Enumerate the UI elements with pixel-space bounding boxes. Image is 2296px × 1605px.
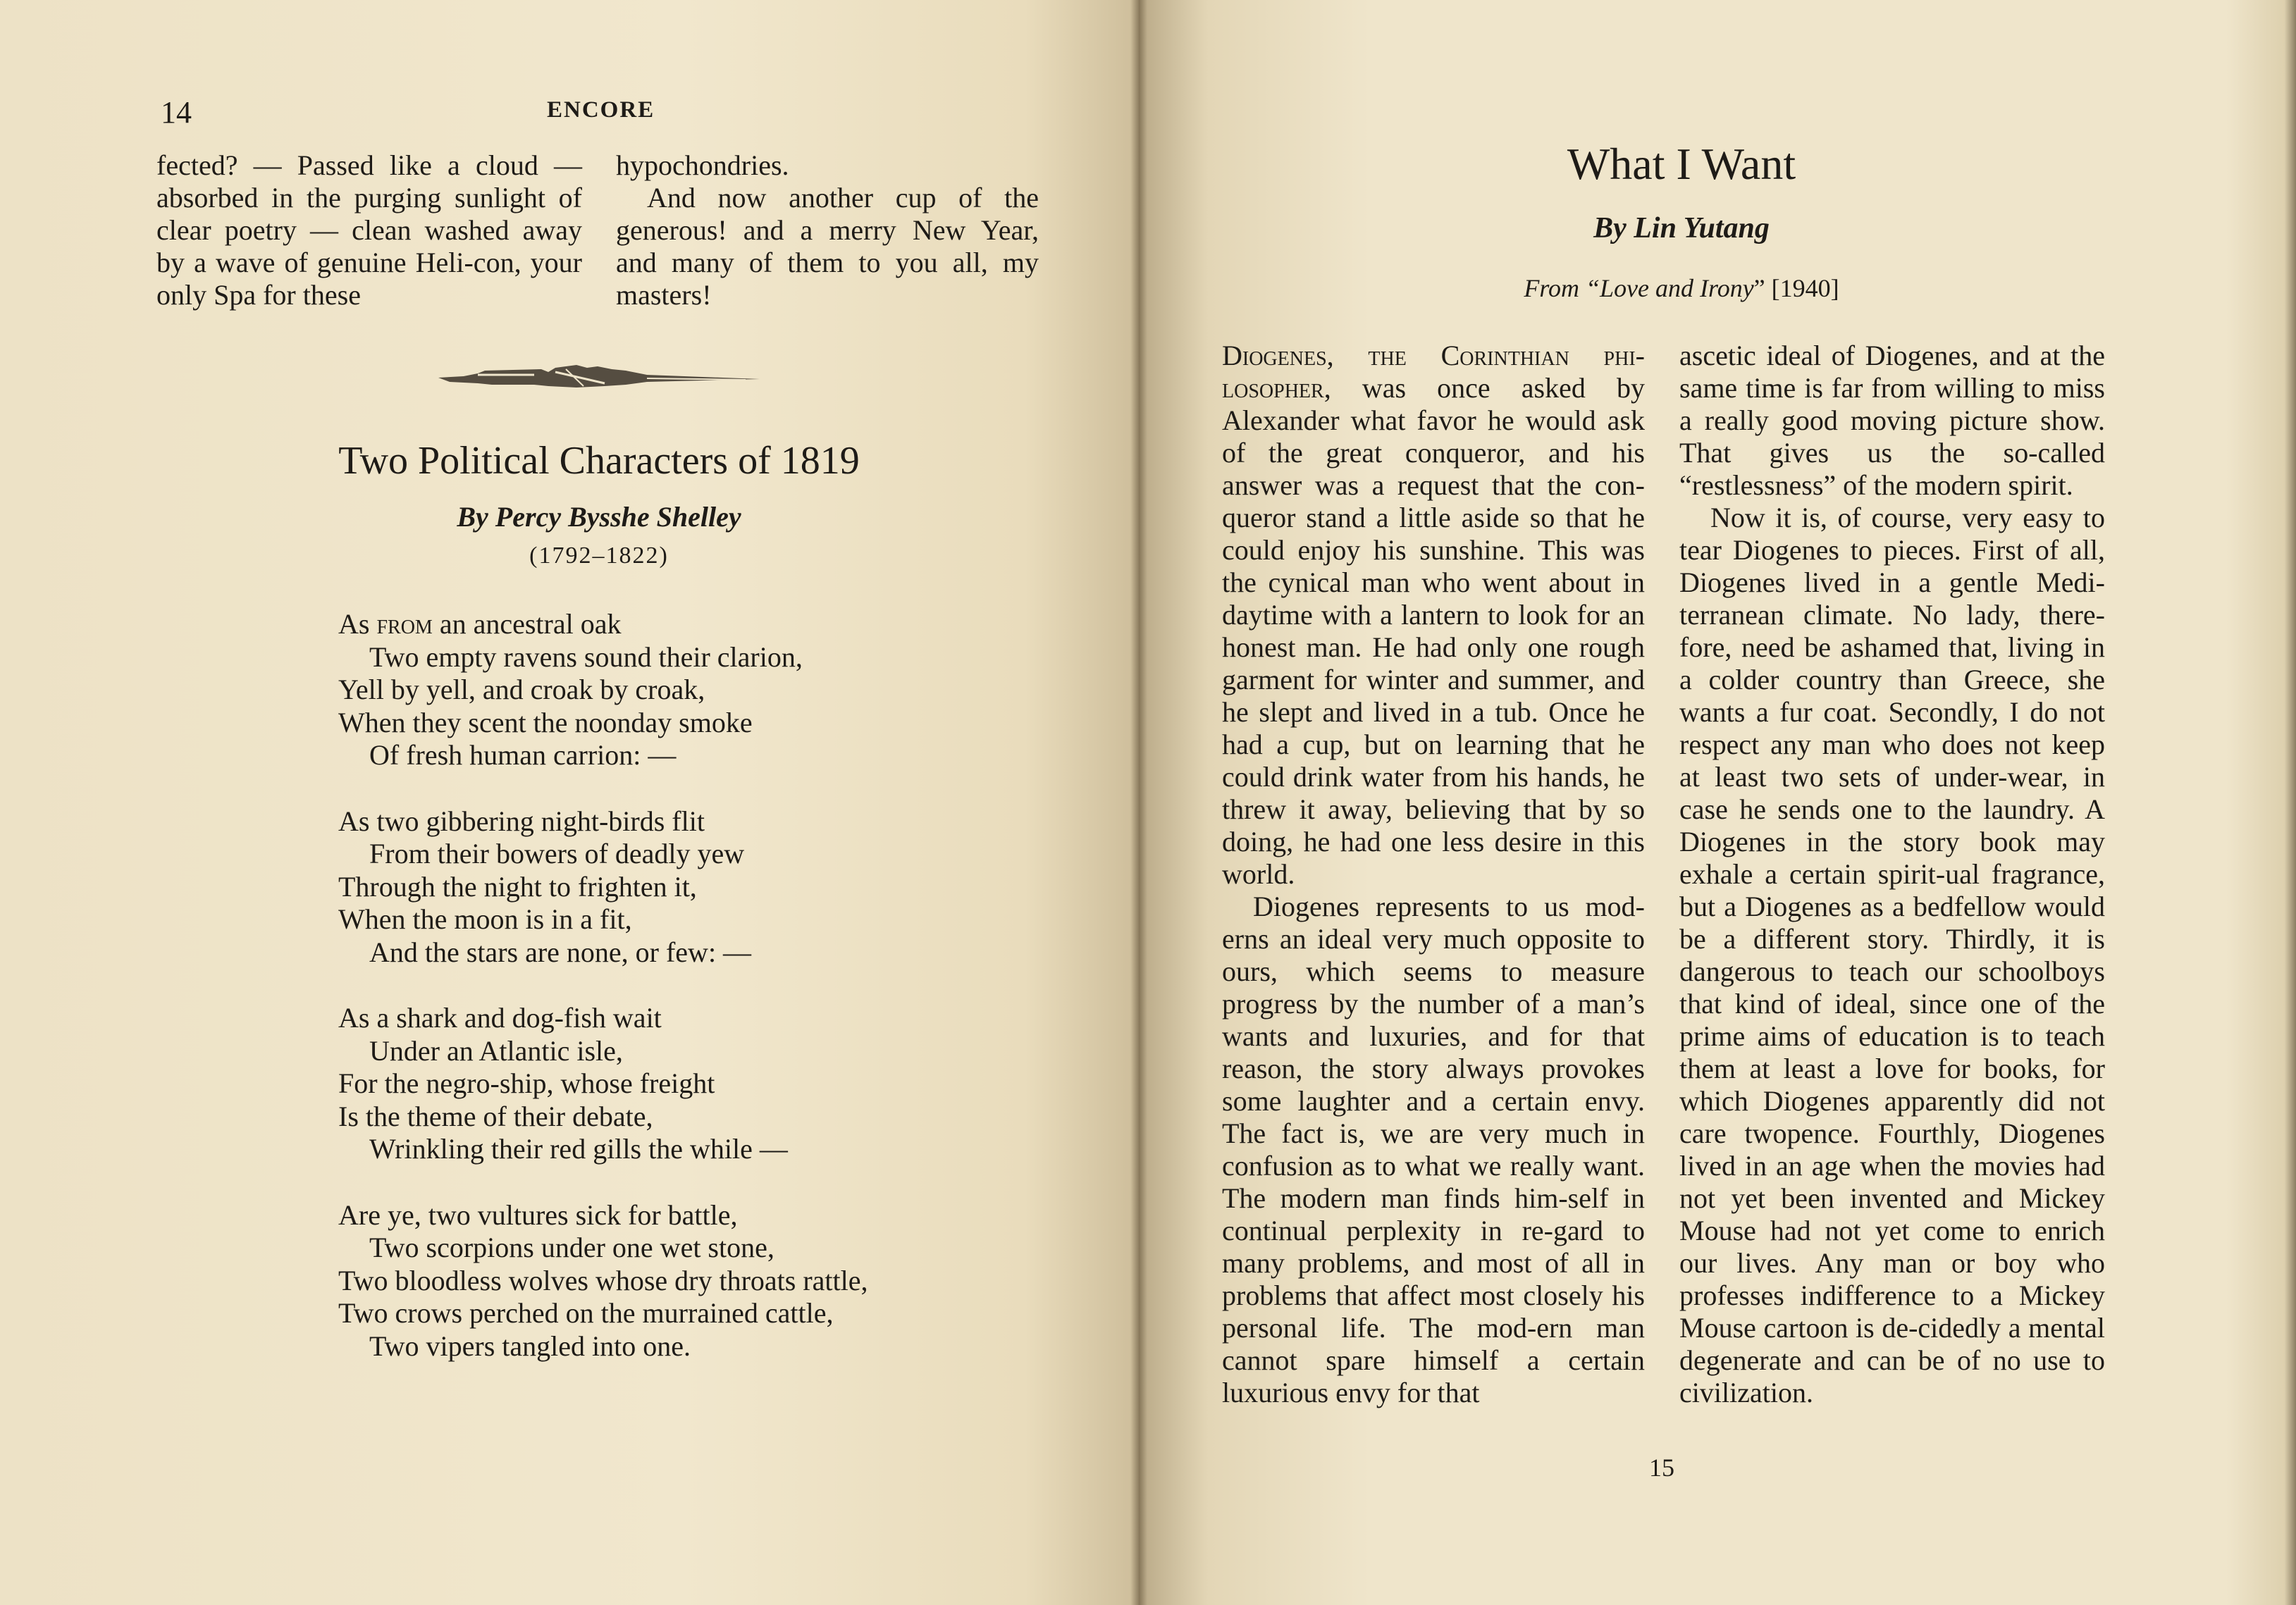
- poem-line: Through the night to frighten it,: [338, 870, 697, 903]
- poem-line: Two bloodless wolves whose dry throats rattle,: [338, 1264, 868, 1296]
- poem-line: Is the theme of their debate,: [338, 1100, 653, 1132]
- poem-line: When they scent the noonday smoke: [338, 706, 753, 738]
- essay-paragraph: Diogenes represents to us mod-erns an ideal very much opposite to ours, which seems to measure progress by the number of a man’s wants and luxuries, and for that reason, the story always provokes some laughter and a certain envy. The fact is, we are very much in confusion as to what we really want. The modern man finds him-self in continual perplexity in re-gard to many problems, and most of all in problems that affect most closely his personal life. The mod-ern man cannot spare himself a certain luxurious envy for that: [1222, 891, 1645, 1408]
- poem-line: Are ye, two vultures sick for battle,: [338, 1198, 738, 1231]
- poem-author: By Percy Bysshe Shelley: [457, 501, 741, 533]
- essay-column-1: [1222, 340, 1645, 1409]
- poem-line: Under an Atlantic isle,: [369, 1034, 623, 1067]
- essay-author: By Lin Yutang: [1593, 212, 1770, 244]
- essay-column-2: [1679, 340, 2105, 1409]
- essay-paragraph: Diogenes, the Corinthian phi-losopher, was once asked by Alexander what favor he would ask of the great conqueror, and his answer was a request that the con-queror stand a little aside so that he could enjoy his sunshine. This was the cynical man who went about in daytime with a lantern to look for an honest man. He had only one rough garment for winter and summer, and he slept and lived in a tub. Once he had a cup, but on learning that he could drink water from his hands, he threw it away, believing that by so doing, he had one less desire in this world.: [1222, 340, 1645, 890]
- poem-line: As a shark and dog-fish wait: [338, 1002, 662, 1034]
- poem-line: When the moon is in a fit,: [338, 903, 632, 935]
- poem-line: As from an ancestral oak: [338, 608, 622, 640]
- poem-body: [338, 608, 973, 1363]
- essay-paragraph: Now it is, of course, very easy to tear Diogenes to pieces. First of all, Diogenes lived in a gentle Medi-terranean climate. No lady, there-fore, need be ashamed that, living in a colder country than Greece, she wants a fur coat. Secondly, I do not respect any man who does not keep at least two sets of under-wear, in case he sends one to the laundry. A Diogenes in the story book may exhale a certain spirit-ual fragrance, but a Diogenes as a bedfellow would be a different story. Thirdly, it is dangerous to teach our schoolboys that kind of ideal, since one of the prime aims of education is to teach them at least a love for books, for which Diogenes apparently did not care twopence. Fourthly, Diogenes lived in an age when the movies had not yet been invented and Mickey Mouse had not yet come to enrich our lives. Any man or boy who professes indifference to a Mickey Mouse cartoon is de-cidedly a mental degenerate and can be of no use to civilization.: [1679, 502, 2105, 1408]
- right-page-number: 15: [1649, 1454, 1674, 1482]
- essay-paragraph: ascetic ideal of Diogenes, and at the same time is far from willing to miss a really good moving picture show. That gives us the so-called “restlessness” of the modern spirit.: [1679, 340, 2105, 501]
- continuation-text-1: fected? — Passed like a cloud — absorbed in the purging sunlight of clear poetry — clean washed away by a wave of genuine Heli-con, your only Spa for these: [156, 149, 582, 311]
- stanza-break: [338, 772, 973, 805]
- poem-title: Two Political Characters of 1819: [338, 439, 860, 483]
- poem-line: Wrinkling their red gills the while —: [369, 1133, 788, 1165]
- poem-line: And the stars are none, or few: —: [369, 936, 752, 968]
- poem-line: Two empty ravens sound their clarion,: [369, 640, 803, 673]
- poem-line: Two vipers tangled into one.: [369, 1330, 691, 1362]
- continuation-column-1: [156, 149, 582, 311]
- poem-line: For the negro-ship, whose freight: [338, 1067, 715, 1099]
- right-page: [1139, 0, 2296, 1605]
- essay-source: From “Love and Irony” [1940]: [1524, 274, 1839, 302]
- left-page-number: 14: [161, 95, 192, 130]
- poem-dates: (1792–1822): [529, 543, 669, 569]
- continuation-column-2: [616, 149, 1039, 311]
- poem-line: As two gibbering night-birds flit: [338, 805, 705, 837]
- poem-line: Yell by yell, and croak by croak,: [338, 674, 705, 705]
- poem-line: Of fresh human carrion: —: [369, 739, 677, 771]
- stanza-break: [338, 969, 973, 1002]
- running-head: ENCORE: [547, 97, 655, 123]
- continuation-text-2b: And now another cup of the generous! and a merry New Year, and many of them to you all, my masters!: [616, 182, 1039, 311]
- left-page: [0, 0, 1139, 1605]
- essay-opening: Diogenes, the Corinthian phi-losopher,: [1222, 340, 1645, 404]
- poem-line: Two scorpions under one wet stone,: [369, 1232, 774, 1263]
- poem-line: Two crows perched on the murrained cattle,: [338, 1297, 834, 1329]
- essay-title: What I Want: [1567, 139, 1796, 189]
- book-gutter: [1130, 0, 1147, 1605]
- pen-ornament-icon: [436, 358, 760, 393]
- poem-line: From their bowers of deadly yew: [369, 838, 745, 869]
- continuation-text-2a: hypochondries.: [616, 149, 789, 181]
- stanza-break: [338, 1166, 973, 1199]
